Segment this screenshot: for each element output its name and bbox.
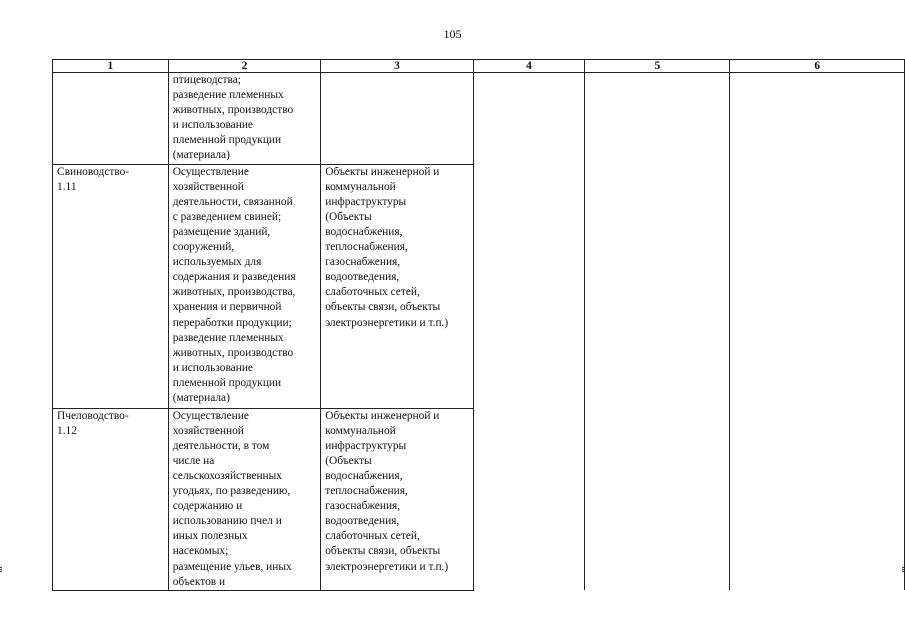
header-row	[53, 60, 905, 73]
left-margin-mark	[0, 567, 2, 576]
column-header-2: 2	[168, 60, 321, 73]
right-margin-mark	[902, 567, 904, 576]
pig-farming-description: Осуществление хозяйственной деятельности, связанной с разведением свиней; размещение зданий, сооружений, используемых для содержания и разведения животных, производства, хранения и первичной переработки продукции; разведение племенных животных, производство и использование племенной продукции (материала)	[172, 165, 296, 404]
column-4-cell	[473, 73, 584, 591]
beekeeping-auxiliary-cell	[321, 408, 474, 590]
pig-farming-name-cell	[53, 164, 169, 408]
column-header-5: 5	[585, 60, 730, 73]
table-row-continuation	[53, 73, 905, 165]
column-header-4: 4	[473, 60, 584, 73]
beekeeping-description-cell	[168, 408, 321, 590]
column-header-6: 6	[730, 60, 905, 73]
continuation-name-cell	[53, 73, 169, 165]
pig-farming-name: Свиноводство- 1.11	[57, 165, 130, 193]
column-5-cell	[585, 73, 730, 591]
zoning-table	[52, 59, 905, 591]
column-6-cell	[730, 73, 905, 591]
continuation-description-cell	[168, 73, 321, 165]
pig-farming-description-cell	[168, 164, 321, 408]
beekeeping-name: Пчеловодство- 1.12	[57, 409, 129, 437]
column-header-3: 3	[321, 60, 474, 73]
continuation-auxiliary-cell	[321, 73, 474, 165]
column-header-1: 1	[53, 60, 169, 73]
continuation-description: птицеводства; разведение племенных животных, производство и использование племенной продукции (материала)	[172, 74, 294, 162]
page-number: 105	[443, 27, 462, 41]
pig-farming-auxiliary: Объекты инженерной и коммунальной инфраструктуры (Объекты водоснабжения, теплоснабжения, газоснабжения, водоотведения, слаботочных сетей, объекты связи, объекты электроэнергетики и т.п.)	[325, 165, 449, 329]
beekeeping-name-cell	[53, 408, 169, 590]
pig-farming-auxiliary-cell	[321, 164, 474, 408]
beekeeping-description: Осуществление хозяйственной деятельности, в том числе на сельскохозяйственных угодьях, по разведению, содержанию и использованию пчел и иных полезных насекомых; размещение ульев, иных объектов и	[172, 409, 292, 588]
beekeeping-auxiliary: Объекты инженерной и коммунальной инфраструктуры (Объекты водоснабжения, теплоснабжения, газоснабжения, водоотведения, слаботочных сетей, объекты связи, объекты электроэнергетики и т.п.)	[325, 409, 449, 573]
